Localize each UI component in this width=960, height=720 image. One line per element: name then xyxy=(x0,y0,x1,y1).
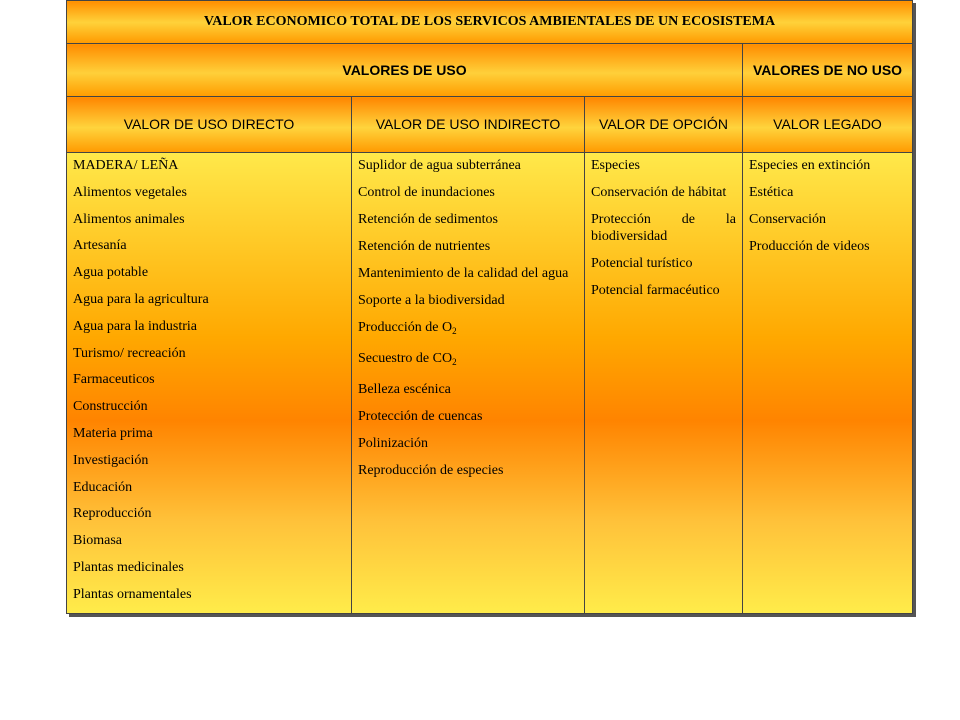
list-item: Suplidor de agua subterránea xyxy=(358,158,521,173)
list-item: Turismo/ recreación xyxy=(73,345,186,361)
list-item: Investigación xyxy=(73,452,149,468)
list-item: Protección de cuencas xyxy=(358,409,483,424)
subscript: 2 xyxy=(452,326,457,336)
list-item: Conservación xyxy=(749,212,826,227)
list-item: MADERA/ LEÑA xyxy=(73,158,179,173)
subscript: 2 xyxy=(452,357,457,367)
non-use-values-header: VALORES DE NO USO xyxy=(743,44,913,97)
option-value-cell xyxy=(585,153,743,614)
list-item: Potencial turístico xyxy=(591,256,693,271)
list-item: Construcción xyxy=(73,399,148,415)
list-item: Alimentos vegetales xyxy=(73,184,187,200)
use-values-header: VALORES DE USO xyxy=(67,44,743,97)
list-item: Potencial farmacéutico xyxy=(591,283,720,298)
list-item: Retención de nutrientes xyxy=(358,239,491,254)
list-item: Farmaceuticos xyxy=(73,372,155,388)
table-title: VALOR ECONOMICO TOTAL DE LOS SERVICOS AMBIENTALES DE UN ECOSISTEMA xyxy=(67,1,913,44)
list-item: Biomasa xyxy=(73,533,122,549)
list-item: Especies en extinción xyxy=(749,158,871,173)
list-item: Retención de sedimentos xyxy=(358,212,498,227)
list-item: Reproducción xyxy=(73,506,152,522)
direct-use-cell xyxy=(67,153,352,614)
legacy-value-cell xyxy=(743,153,913,614)
legacy-value-header: VALOR LEGADO xyxy=(743,97,913,153)
list-item: Especies xyxy=(591,158,640,173)
direct-use-list xyxy=(67,153,351,603)
list-item: Plantas medicinales xyxy=(73,559,184,575)
list-item: Plantas ornamentales xyxy=(73,586,192,602)
list-item: Producción de videos xyxy=(749,239,870,254)
list-item: Soporte a la biodiversidad xyxy=(358,293,505,308)
option-value-list xyxy=(585,153,742,299)
list-item: Conservación de hábitat xyxy=(591,185,727,200)
option-value-header: VALOR DE OPCIÓN xyxy=(585,97,743,153)
list-item: Estética xyxy=(749,185,794,200)
indirect-use-list xyxy=(352,153,584,479)
list-item: Agua para la agricultura xyxy=(73,291,209,307)
list-item: Producción de $O_2$ xyxy=(358,320,457,336)
legacy-value-list xyxy=(743,153,912,255)
list-item: Agua para la industria xyxy=(73,318,198,334)
list-item: Agua potable xyxy=(73,265,149,281)
list-item: Reproducción de especies xyxy=(358,463,504,478)
economic-value-table xyxy=(66,0,913,614)
indirect-use-header: VALOR DE USO INDIRECTO xyxy=(352,97,585,153)
list-item: Protección de la biodiversidad xyxy=(591,212,736,244)
indirect-use-cell xyxy=(352,153,585,614)
list-item: Artesanía xyxy=(73,238,127,254)
list-item: Polinización xyxy=(358,436,428,451)
list-item: Secuestro de $CO_2$ xyxy=(358,351,457,367)
direct-use-header: VALOR DE USO DIRECTO xyxy=(67,97,352,153)
list-item: Educación xyxy=(73,479,133,495)
list-item: Belleza escénica xyxy=(358,382,451,397)
list-item: Materia prima xyxy=(73,425,153,441)
list-item: Control de inundaciones xyxy=(358,185,495,200)
list-item: Alimentos animales xyxy=(73,211,185,227)
list-item: Mantenimiento de la calidad del agua xyxy=(358,266,569,281)
